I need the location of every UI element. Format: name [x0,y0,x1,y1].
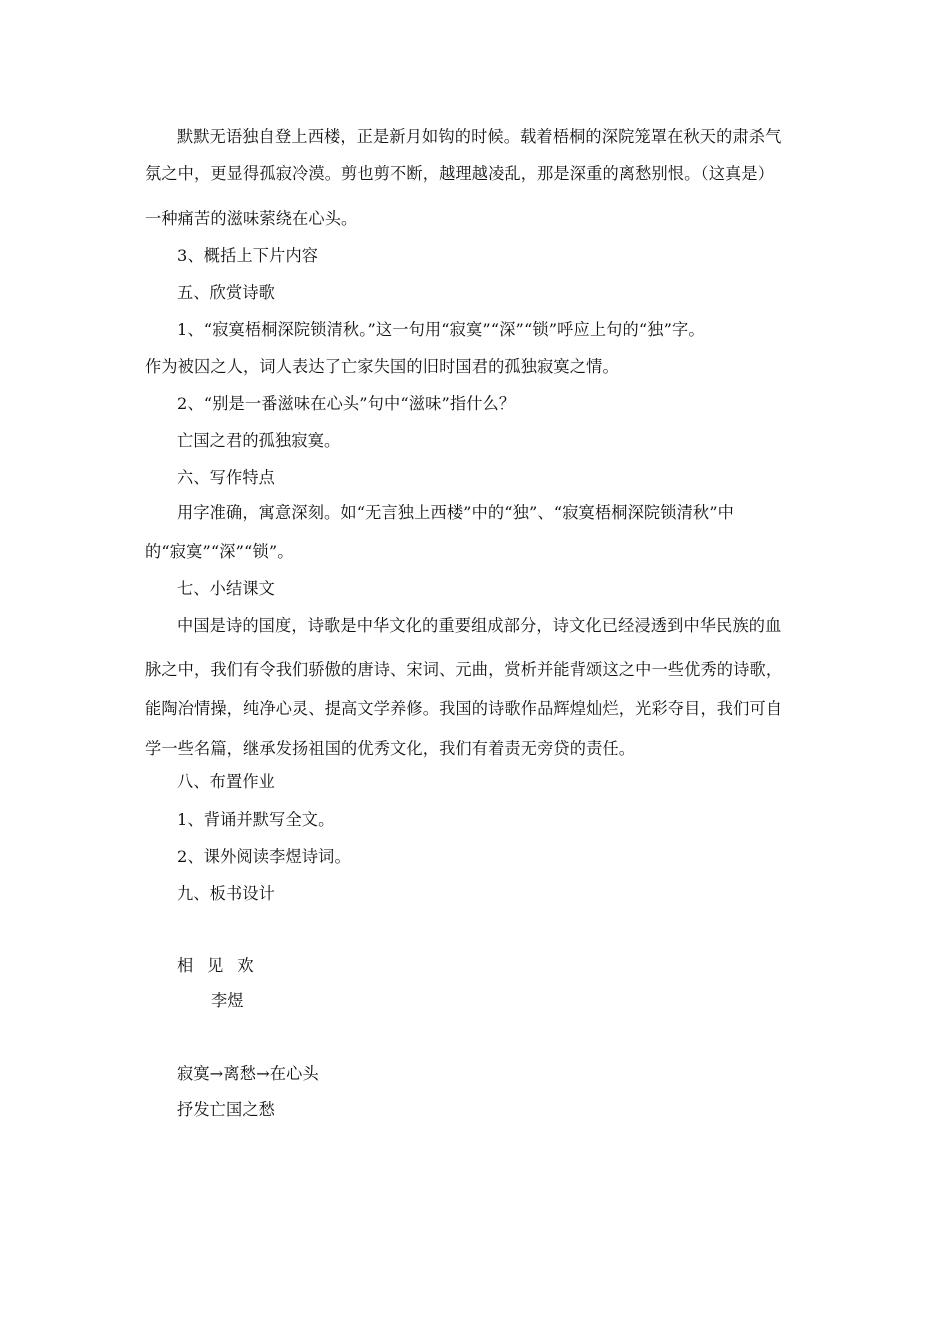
question: 2、“别是一番滋味在心头”句中“滋味”指什么？ [177,394,516,413]
list-item: 3、概括上下片内容 [177,246,319,265]
paragraph-line: 1、“寂寞梧桐深院锁清秋。”这一句用“寂寞”“深”“锁”呼应上句的“独”字。 [177,320,705,339]
board-title: 相见欢 [177,956,268,975]
section-heading: 九、板书设计 [177,884,276,903]
section-heading: 六、写作特点 [177,468,276,487]
paragraph-line: 作为被囚之人，词人表达了亡家失国的旧时国君的孤独寂寞之情。 [145,357,619,376]
paragraph-line: 能陶冶情操，纯净心灵、提高文学养修。我国的诗歌作品辉煌灿烂，光彩夺目，我们可自 [145,699,783,718]
paragraph-line: 脉之中，我们有令我们骄傲的唐诗、宋词、元曲，赏析并能背颂这之中一些优秀的诗歌， [145,660,783,679]
paragraph-line: 一种痛苦的滋味萦绕在心头。 [145,209,358,228]
section-heading: 七、小结课文 [177,579,276,598]
homework-item: 2、课外阅读李煜诗词。 [177,847,351,866]
paragraph-line: 学一些名篇，继承发扬祖国的优秀文化，我们有着责无旁贷的责任。 [145,739,636,758]
section-heading: 五、欣赏诗歌 [177,283,276,302]
paragraph-line: 默默无语独自登上西楼，正是新月如钩的时候。载着梧桐的深院笼罩在秋天的肃杀气 [177,127,782,146]
paragraph-line: 中国是诗的国度，诗歌是中华文化的重要组成部分，诗文化已经浸透到中华民族的血 [177,616,782,635]
board-theme: 抒发亡国之愁 [177,1100,276,1119]
paragraph-line: 氛之中，更显得孤寂冷漠。剪也剪不断，越理越凌乱，那是深重的离愁别恨。（这真是） [145,164,775,183]
homework-item: 1、背诵并默写全文。 [177,810,335,829]
answer: 亡国之君的孤独寂寞。 [177,431,341,450]
board-flow: 寂寞→离愁→在心头 [177,1064,319,1083]
paragraph-line: 的“寂寞”“深”“锁”。 [145,542,294,561]
section-heading: 八、布置作业 [177,772,276,791]
board-author: 李煜 [211,991,244,1010]
paragraph-line: 用字准确，寓意深刻。如“无言独上西楼”中的“独”、“寂寞梧桐深院锁清秋”中 [177,503,735,522]
